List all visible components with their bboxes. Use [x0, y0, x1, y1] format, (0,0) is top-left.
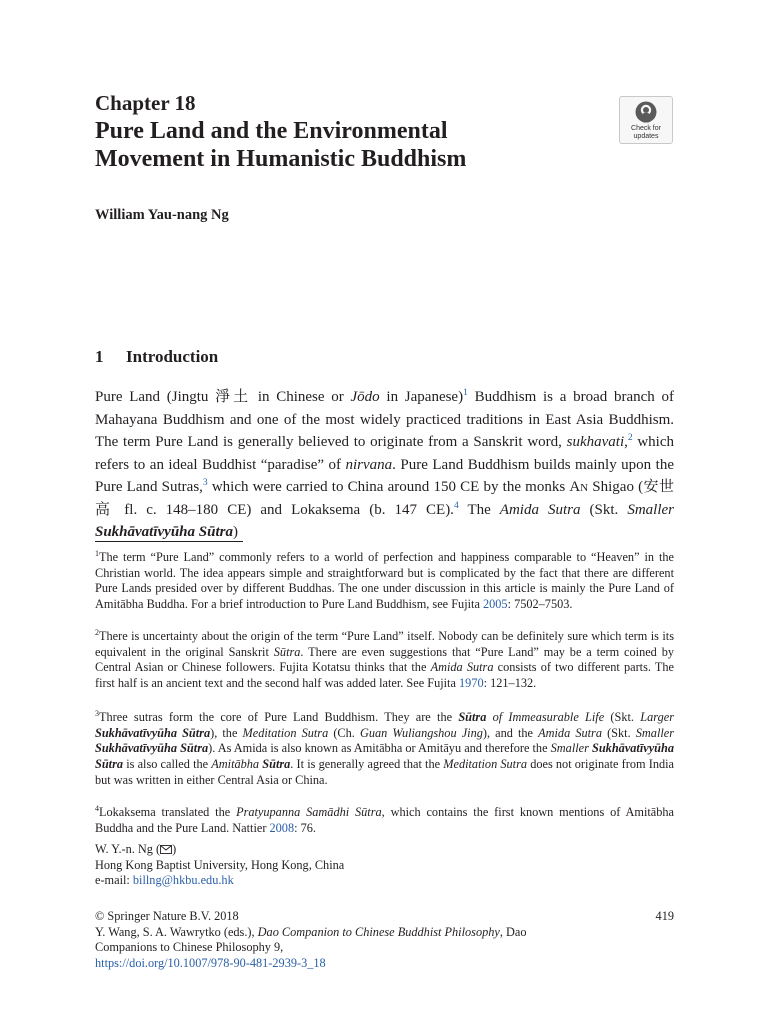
- footnote-text: . It is generally agreed that the: [290, 757, 444, 772]
- section-number: 1: [95, 347, 104, 366]
- check-for-updates-badge[interactable]: [619, 96, 673, 144]
- body-text-run: Shigao (: [588, 479, 644, 495]
- footnote-italic: of Immeasurable Life: [486, 710, 605, 724]
- footnote-text: ), the: [210, 725, 243, 740]
- body-cjk-an-shigao: 安世高: [95, 479, 674, 518]
- footnote-text: Three sutras form the core of Pure Land Buddhism. They are the: [99, 710, 459, 724]
- section-title: Introduction: [126, 347, 219, 366]
- body-text-run: in Japanese): [379, 389, 464, 405]
- footnote-italic: Smaller: [550, 741, 592, 756]
- citation-link-nattier-2008[interactable]: 2008: [269, 820, 295, 835]
- footnote-text: , which contains the first known mentions of Amitābha Buddha and the Pure Land. Nattier: [95, 805, 674, 835]
- footnote-mark: 1: [95, 548, 99, 558]
- footnote-ref-4[interactable]: 4: [453, 500, 459, 511]
- author-name: William Yau-nang Ng: [95, 207, 229, 223]
- footnote-italic: Guan Wuliangshou Jing: [359, 725, 483, 740]
- footnote-bold-italic: Sukhāvatīvyūha Sūtra: [95, 725, 211, 740]
- footnote-italic: Pratyupanna Samādhi Sūtra: [236, 805, 382, 819]
- footnote-text: consists of two different parts. The first half is an ancient text and the second half was added later. See Fujita: [95, 660, 674, 691]
- footnote-text: There is uncertainty about the origin of the term “Pure Land” itself. Nobody can be definitely sure which term is its equivalent in the original Sanskrit: [95, 629, 674, 659]
- badge-text-line-2: updates: [633, 133, 659, 140]
- affiliation-name-line: [95, 842, 344, 858]
- footnote-text: : 76.: [294, 820, 316, 835]
- email-label: e-mail:: [95, 873, 133, 887]
- footnote-text: (Ch.: [328, 725, 360, 740]
- footnote-divider: [95, 541, 243, 542]
- crossmark-icon: [634, 100, 658, 124]
- footnote-text: is also called the: [123, 757, 212, 772]
- body-cjk-jingtu: 淨土: [215, 389, 252, 405]
- footnote-italic: Meditation Sutra: [242, 725, 329, 740]
- publication-info: [95, 909, 555, 971]
- body-bold-italic-sutra: Sukhāvatīvyūha Sūtra: [95, 524, 233, 540]
- body-text-run: Buddhism is a broad branch of Mahayana Buddhism and one of the most widely practiced traditions in East Asia Buddhism. The term Pure Land is generally believed to originate from a Sanskrit word,: [95, 389, 674, 450]
- footnote-text: ), and the: [482, 725, 539, 740]
- affiliation-name-end: ): [172, 842, 177, 856]
- footnote-mark: 3: [95, 708, 99, 718]
- affiliation-institution: Hong Kong Baptist University, Hong Kong, China: [95, 857, 345, 872]
- body-text-run: (Skt.: [580, 501, 628, 518]
- footnote-text: does not originate from India but was written in either Central Asia or China.: [95, 757, 674, 787]
- author-affiliation: [95, 842, 344, 889]
- footnote-bold-italic: Sūtra: [262, 757, 291, 772]
- footnote-mark: 2: [95, 627, 99, 637]
- footnote-bold-italic: Sukhāvatīvyūha Sūtra: [95, 741, 209, 756]
- footnote-bold-italic: Sukhāvatīvyūha Sūtra: [95, 741, 674, 772]
- body-text-run: The: [458, 501, 500, 518]
- badge-text-line-1: Check for: [631, 125, 661, 132]
- body-text-run: ): [232, 524, 238, 540]
- footnote-text: . There are even suggestions that “Pure Land” may be a term coined by Central Asian or Chinese followers. Fujita Kotatsu thinks that the: [95, 644, 675, 675]
- body-text-run: in Chinese or: [251, 389, 351, 405]
- page-number: 419: [655, 909, 674, 923]
- body-italic-amida-sutra: Amida Sutra: [499, 501, 581, 518]
- body-italic-smaller: Smaller: [627, 501, 674, 518]
- footnote-4: [95, 805, 674, 836]
- footnote-text: (Skt.: [601, 725, 636, 740]
- footnote-ref-3[interactable]: 3: [202, 478, 208, 488]
- citation-line: [95, 925, 555, 956]
- footnote-italic: Amida Sutra: [430, 660, 494, 675]
- footnote-italic: Smaller: [635, 725, 675, 740]
- body-paragraph: Pure Land (Jingtu 淨土 in Chinese or Jōdo in Japanese)$^1$ Buddhism is a broad branch of Mahayana Buddhism and one of the most widely practiced traditions in East Asia Buddhism. The term Pure Land is generally believed to originate from a Sanskrit word, sukhavati,$^2$ which refers to an ideal Buddhist “paradise” of nirvana. Pure Land Buddhism builds mainly upon the Pure Land Sutras,$^3$ which were carried to China around 150 CE by the monks An Shigao (安世高 fl. c. 148–180 CE) and Lokaksema (b. 147 CE).$^4$ The Amida Sutra (Skt. Smaller Sukhāvatīvyūha Sūtra): [95, 388, 675, 540]
- body-text-run: which were carried to China around 150 CE by the monks: [207, 479, 570, 495]
- body-italic-sukhavati: sukhavati: [566, 434, 625, 450]
- section-heading: [95, 347, 218, 367]
- citation-link-fujita-1970[interactable]: 1970: [459, 676, 484, 691]
- footnote-ref-2[interactable]: 2: [627, 433, 633, 443]
- footnote-ref-1[interactable]: 1: [463, 388, 468, 398]
- chapter-label: Chapter 18: [95, 91, 196, 115]
- affiliation-email-line: [95, 873, 344, 889]
- body-text-run: Pure Land (Jingtu: [95, 389, 216, 405]
- footnote-text: : 121–132.: [483, 676, 537, 691]
- body-italic-nirvana: nirvana: [345, 456, 393, 473]
- footnote-2: [95, 629, 674, 692]
- footnote-italic: Larger: [640, 710, 674, 724]
- footnote-1: [95, 550, 674, 613]
- footnote-text: : 7502–7503.: [507, 597, 573, 612]
- footnote-italic: Meditation Sutra: [443, 757, 528, 772]
- footnote-mark: 4: [95, 803, 99, 813]
- body-text-run: fl. c. 148–180 CE) and Lokaksema (b. 147 CE).: [115, 501, 454, 518]
- footnote-text: The term “Pure Land” commonly refers to a world of perfection and happiness comparable to “Heaven” in the Christian world. The idea appears simple and straightforward but is complicated by the fact that there are different Pure Lands presided over by different Buddhas. The one under discussion in this article is mainly the Pure Land of Amitābha Buddha. For a brief introduction to Pure Land Buddhism, see Fujita: [95, 550, 674, 612]
- footnote-text: Lokaksema translated the: [99, 805, 237, 819]
- footnote-bold-italic: Sūtra: [458, 710, 487, 724]
- chapter-title: [95, 117, 575, 173]
- footnote-italic: Amida Sutra: [538, 725, 602, 740]
- citation-editors: Y. Wang, S. A. Wawrytko (eds.),: [95, 924, 258, 939]
- footnote-italic: Sūtra: [273, 644, 301, 659]
- body-italic-jodo: Jōdo: [350, 389, 380, 405]
- citation-book-title: Dao Companion to Chinese Buddhist Philosophy: [257, 924, 500, 939]
- affiliation-name: W. Y.-n. Ng (: [95, 842, 161, 856]
- chapter-title-line-2: Movement in Humanistic Buddhism: [95, 146, 467, 172]
- footnote-text: (Skt.: [604, 710, 641, 724]
- chapter-title-line-1: Pure Land and the Environmental: [95, 118, 448, 144]
- envelope-icon[interactable]: [160, 845, 172, 854]
- body-smallcaps-an: An: [569, 479, 589, 495]
- footnote-italic: Amitābha: [211, 757, 263, 772]
- copyright-line: © Springer Nature B.V. 2018: [95, 909, 239, 923]
- body-text-run: which refers to an ideal Buddhist “paradise” of: [95, 434, 675, 473]
- body-text-run: . Pure Land Buddhism builds mainly upon the Pure Land Sutras,: [95, 456, 674, 495]
- footnote-text: ). As Amida is also known as Amitābha or Amitāyu and therefore the: [208, 741, 551, 756]
- citation-link-fujita-2005[interactable]: 2005: [482, 597, 508, 612]
- citation-series: , Dao Companions to Chinese Philosophy 9,: [95, 924, 527, 954]
- footnote-3: [95, 710, 674, 789]
- doi-link[interactable]: https://doi.org/10.1007/978-90-481-2939-3_18: [95, 955, 326, 970]
- email-link[interactable]: billng@hkbu.edu.hk: [132, 873, 234, 887]
